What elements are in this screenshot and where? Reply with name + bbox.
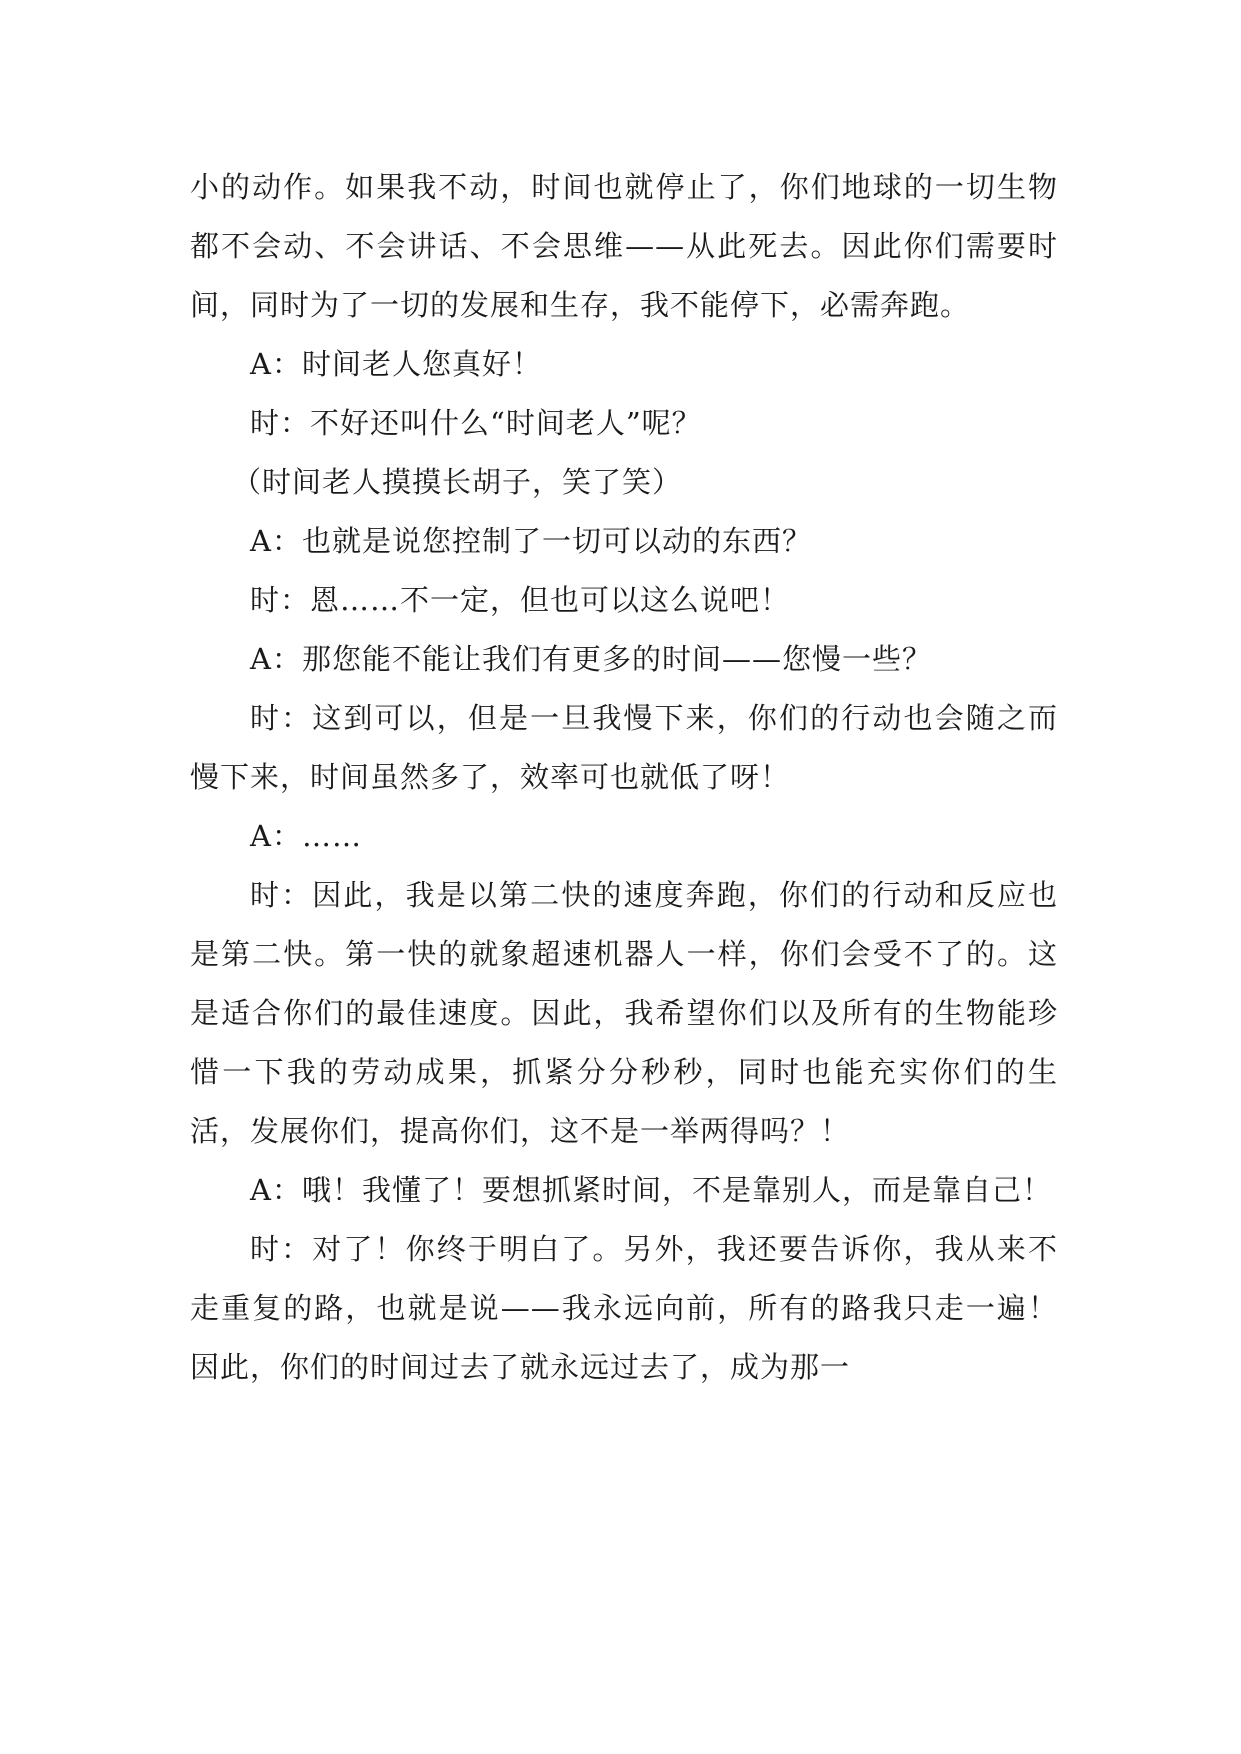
dialogue-line: A：时间老人您真好！: [250, 347, 542, 381]
dialogue-line: 时：因此，我是以第二快的速度奔跑，你们的行动和反应也是第二快。第一快的就象超速机器人一样，你们会受不了的。这是适合你们的最佳速度。因此，我希望你们以及所有的生物能珍惜一下我的劳动成果，抓紧分分秒秒，同时也能充实你们的生活，发展你们，提高你们，这不是一举两得吗？！: [190, 878, 1058, 1148]
dialogue-line: 时：对了！你终于明白了。另外，我还要告诉你，我从来不走重复的路，也就是说——我永远向前，所有的路我只走一遍！因此，你们的时间过去了就永远过去了，成为那一: [190, 1232, 1058, 1384]
dialogue-line: 时：不好还叫什么“时间老人”呢？: [250, 406, 702, 440]
dialogue-line: A：那您能不能让我们有更多的时间——您慢一些？: [250, 642, 932, 676]
document-body: [190, 158, 1058, 1397]
dialogue-line: A：哦！我懂了！要想抓紧时间，不是靠别人，而是靠自己！: [250, 1173, 1052, 1207]
dialogue-line: A：也就是说您控制了一切可以动的东西？: [250, 524, 812, 558]
dialogue-line: 时：恩……不一定，但也可以这么说吧！: [250, 583, 791, 617]
stage-direction: （时间老人摸摸长胡子，笑了笑）: [232, 465, 683, 499]
dialogue-line: 时：这到可以，但是一旦我慢下来，你们的行动也会随之而慢下来，时间虽然多了，效率可也就低了呀！: [190, 701, 1058, 794]
paragraph: 小的动作。如果我不动，时间也就停止了，你们地球的一切生物都不会动、不会讲话、不会思维——从此死去。因此你们需要时间，同时为了一切的发展和生存，我不能停下，必需奔跑。: [190, 170, 1058, 322]
dialogue-line: A：……: [250, 819, 362, 853]
